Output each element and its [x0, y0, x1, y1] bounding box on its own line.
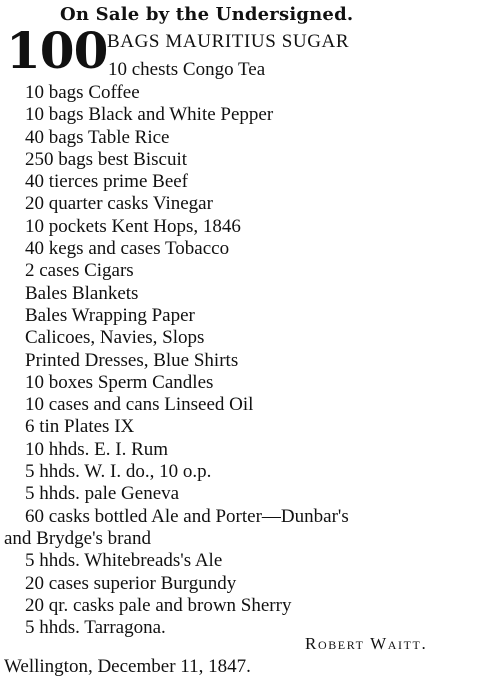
list-item: 2 cases Cigars — [25, 260, 134, 282]
list-item: 20 cases superior Burgundy — [25, 572, 237, 594]
list-item: 40 bags Table Rice — [25, 126, 170, 148]
ad-heading: On Sale by the Undersigned. — [60, 4, 354, 25]
goods-list — [0, 82, 349, 639]
lead-quantity: 100 — [6, 21, 108, 80]
list-item: 5 hhds. W. I. do., 10 o.p. — [25, 461, 212, 483]
list-item: 10 bags Coffee — [25, 82, 140, 103]
list-item: 5 hhds. pale Geneva — [25, 483, 180, 505]
list-item: 5 hhds. Tarragona. — [25, 617, 166, 639]
lead-item: BAGS MAURITIUS SUGAR — [107, 31, 350, 52]
list-item: 5 hhds. Whitebreads's Ale — [25, 550, 223, 572]
list-item: Bales Wrapping Paper — [25, 304, 195, 326]
list-item: 10 pockets Kent Hops, 1846 — [25, 215, 241, 237]
signature: Robert Waitt. — [305, 634, 428, 653]
list-item: 60 casks bottled Ale and Porter—Dunbar's — [25, 505, 349, 527]
list-item: 40 tierces prime Beef — [25, 171, 189, 193]
list-item: 10 bags Black and White Pepper — [25, 104, 274, 126]
place-date: Wellington, December 11, 1847. — [4, 656, 251, 677]
list-item: Printed Dresses, Blue Shirts — [25, 349, 239, 371]
list-item-continuation: and Brydge's brand — [4, 527, 151, 549]
list-item: Calicoes, Navies, Slops — [25, 327, 205, 349]
list-item: 10 hhds. E. I. Rum — [25, 438, 169, 460]
list-item: Bales Blankets — [25, 282, 139, 304]
second-item: 10 chests Congo Tea — [108, 59, 266, 80]
list-item: 10 boxes Sperm Candles — [25, 371, 214, 393]
list-item: 20 qr. casks pale and brown Sherry — [25, 594, 292, 616]
list-item: 10 cases and cans Linseed Oil — [25, 394, 254, 416]
list-item: 40 kegs and cases Tobacco — [25, 238, 230, 260]
list-item: 20 quarter casks Vinegar — [25, 193, 213, 215]
list-item: 6 tin Plates IX — [25, 416, 135, 438]
list-item: 250 bags best Biscuit — [25, 148, 188, 170]
